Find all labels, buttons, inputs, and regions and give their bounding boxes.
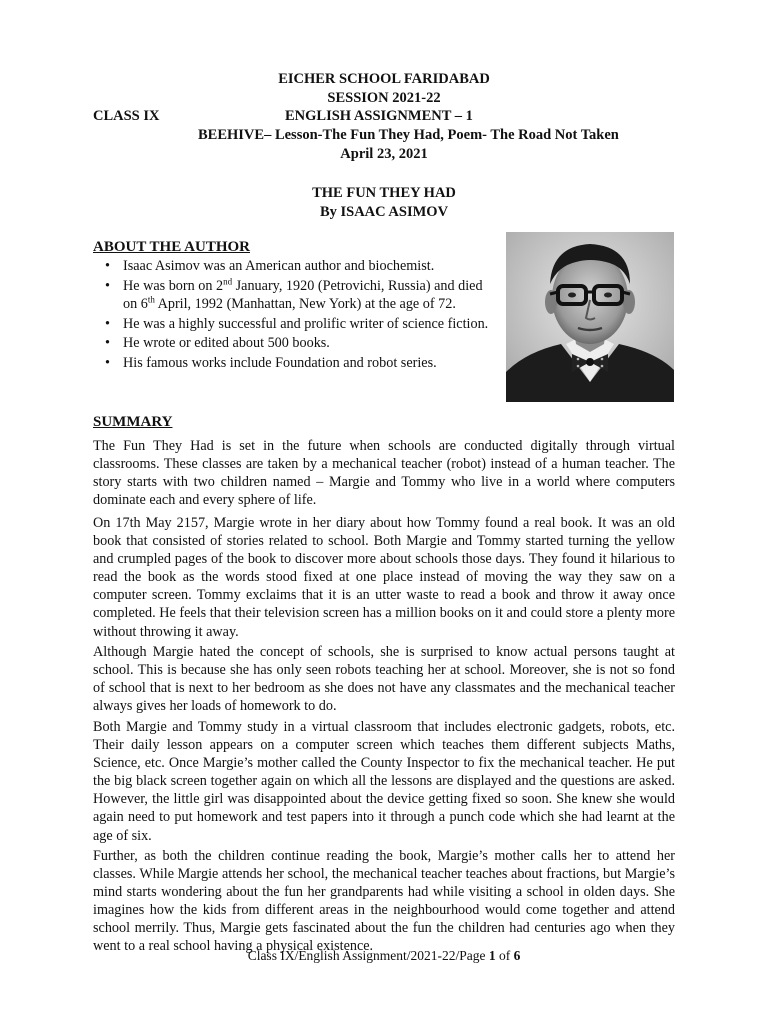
list-item [123, 334, 493, 353]
list-item-text: January, 1920 (Petrovichi, Russia) and died on 6 [123, 277, 483, 313]
list-item [123, 277, 493, 314]
summary-paragraph-4: Both Margie and Tommy study in a virtual classroom that includes electronic gadgets, robots, etc. Their daily lesson appears on a computer screen which teaches them different subjects Maths, Science, etc. Once Margie’s mother called the County Inspector to fix the mechanical teacher. He put the big black screen together again on which all the lessons are displayed and the questions are asked. However, the little girl was disappointed about the device getting fixed so soon. She knew she would again need to put homework and test papers into it through a punch code which she had learnt at the age of six. [93, 719, 675, 844]
byline: By ISAAC ASIMOV [319, 204, 449, 220]
list-item [123, 354, 493, 373]
session-line: SESSION 2021-22 [327, 90, 441, 106]
lesson-line: BEEHIVE– Lesson-The Fun They Had, Poem- The Road Not Taken [198, 127, 619, 143]
summary-paragraph-1: The Fun They Had is set in the future when schools are conducted digitally through virtual classrooms. These classes are taken by a mechanical teacher (robot) instead of a human teacher. The story starts with two children named – Margie and Tommy who live in a world where computers dominate each and every sphere of life. [93, 438, 675, 509]
class-label: CLASS IX [93, 108, 160, 124]
superscript: th [147, 294, 155, 305]
list-item-text: He was a highly successful and prolific writer of science fiction. [123, 315, 489, 332]
date-line: April 23, 2021 [340, 146, 428, 162]
list-item-text: April, 1992 (Manhattan, New York) at the age of 72. [154, 296, 456, 313]
assignment-title: ENGLISH ASSIGNMENT – 1 [285, 108, 473, 124]
list-item-text: He was born on 2 [123, 277, 224, 294]
page-footer [0, 947, 768, 965]
footer-of: of [495, 948, 514, 963]
list-item-text: His famous works include Foundation and robot series. [123, 354, 437, 371]
footer-text: Class IX/English Assignment/2021-22/Page [247, 948, 489, 963]
list-item-text: Isaac Asimov was an American author and biochemist. [123, 258, 435, 274]
summary-paragraph-5: Further, as both the children continue reading the book, Margie’s mother calls her to attend her classes. While Margie attends her school, the mechanical teacher teaches about fractions, but Margie’s mind starts wondering about the fun her grandparents had while visiting a school in olden days. She imagines how the kids from different areas in the neighbourhood would come together and attend school merrily. Thus, Margie gets fascinated about the fun the children had centuries ago when they went to a real school having a physical existence. [93, 848, 675, 955]
summary-paragraph-2: On 17th May 2157, Margie wrote in her diary about how Tommy found a real book. It was an old book that consisted of stories related to school. Both Margie and Tommy started turning the yellow and crumpled pages of the book to discover more about schools those days. They found it hilarious to read the book as the words stood fixed at one place instead of moving the way they saw on a computer screen. Tommy exclaims that it is an utter waste to read a book and throw it away once completed. He feels that their television screen has a million books on it and could store a plenty more without throwing it away. [93, 515, 675, 640]
page-number: 1 [488, 948, 496, 963]
list-item [123, 257, 493, 276]
author-portrait-photo [506, 232, 674, 402]
list-item [123, 315, 493, 334]
list-item-text: He wrote or edited about 500 books. [123, 335, 330, 352]
school-name: EICHER SCHOOL FARIDABAD [278, 71, 490, 87]
about-author-heading: ABOUT THE AUTHOR [93, 239, 250, 255]
summary-paragraph-3: Although Margie hated the concept of schools, she is surprised to know actual persons taught at school. This is because she has only seen robots teaching her at school. Moreover, she is not so fond of school that is next to her bedroom as she does not have any classmates and the mechanical teacher always gives her loads of homework to do. [93, 644, 675, 715]
author-facts-list [93, 257, 493, 374]
summary-heading: SUMMARY [93, 414, 173, 430]
superscript: nd [223, 275, 233, 286]
story-title: THE FUN THEY HAD [312, 185, 456, 201]
page-total: 6 [513, 948, 521, 963]
